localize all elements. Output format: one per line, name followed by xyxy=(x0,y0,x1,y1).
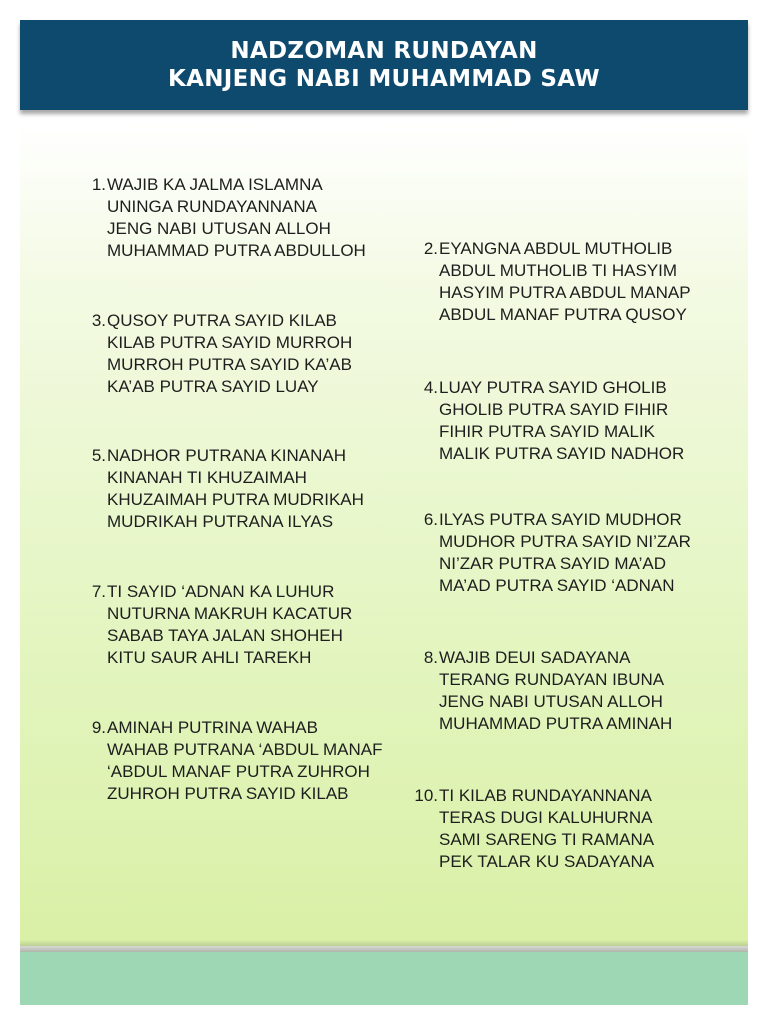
stanza-line: JENG NABI UTUSAN ALLOH xyxy=(107,219,331,238)
stanza-line: WAJIB DEUI SADAYANA xyxy=(439,648,631,667)
stanza-line: NADHOR PUTRANA KINANAH xyxy=(107,446,346,465)
stanza-lines xyxy=(107,174,407,262)
stanza-line: HASYIM PUTRA ABDUL MANAP xyxy=(439,283,691,302)
stanza-line: LUAY PUTRA SAYID GHOLIB xyxy=(439,378,667,397)
stanza-line: WAJIB KA JALMA ISLAMNA xyxy=(107,175,323,194)
stanza-lines xyxy=(439,238,739,326)
stanza-number: 5. xyxy=(91,446,106,465)
stanza-number: 10. xyxy=(414,786,438,805)
stanza-line: JENG NABI UTUSAN ALLOH xyxy=(439,692,663,711)
title-banner xyxy=(20,20,748,110)
stanza-lines xyxy=(107,310,407,398)
stanza-line: KA’AB PUTRA SAYID LUAY xyxy=(107,377,319,396)
stanza-line: MUDRIKAH PUTRANA ILYAS xyxy=(107,512,334,531)
stanza-line: AMINAH PUTRINA WAHAB xyxy=(107,718,318,737)
stanza-lines xyxy=(107,717,407,805)
stanza-line: ABDUL MUTHOLIB TI HASYIM xyxy=(439,261,678,280)
stanza-number: 2. xyxy=(423,239,438,258)
stanza-line: EYANGNA ABDUL MUTHOLIB xyxy=(439,239,673,258)
stanza-line: WAHAB PUTRANA ‘ABDUL MANAF xyxy=(107,740,383,759)
stanza-number: 6. xyxy=(423,510,438,529)
stanza-line: FIHIR PUTRA SAYID MALIK xyxy=(439,422,656,441)
stanza-line: TERAS DUGI KALUHURNA xyxy=(439,808,653,827)
stanza-line: UNINGA RUNDAYANNANA xyxy=(107,197,318,216)
stanza-lines xyxy=(439,509,739,597)
stanza-line: MUHAMMAD PUTRA AMINAH xyxy=(439,714,673,733)
page-title-line-1: NADZOMAN RUNDAYAN xyxy=(230,38,538,64)
stanza-line: KITU SAUR AHLI TAREKH xyxy=(107,648,312,667)
stanza-lines xyxy=(439,785,739,873)
stanza-line: MA’AD PUTRA SAYID ‘ADNAN xyxy=(439,576,675,595)
footer-band xyxy=(20,952,748,1005)
stanza-line: TI KILAB RUNDAYANNANA xyxy=(439,786,652,805)
stanza-line: NI’ZAR PUTRA SAYID MA’AD xyxy=(439,554,667,573)
stanza-line: KINANAH TI KHUZAIMAH xyxy=(107,468,307,487)
stanza-lines xyxy=(439,647,739,735)
stanza-line: ‘ABDUL MANAF PUTRA ZUHROH xyxy=(107,762,370,781)
stanza-number: 8. xyxy=(423,648,438,667)
stanza-lines xyxy=(439,377,739,465)
stanza-line: TI SAYID ‘ADNAN KA LUHUR xyxy=(107,582,335,601)
stanza-number: 7. xyxy=(91,582,106,601)
stanza-line: SAMI SARENG TI RAMANA xyxy=(439,830,655,849)
stanza-line: KILAB PUTRA SAYID MURROH xyxy=(107,333,353,352)
stanza-line: MALIK PUTRA SAYID NADHOR xyxy=(439,444,685,463)
stanza-line: PEK TALAR KU SADAYANA xyxy=(439,852,655,871)
stanza-line: TERANG RUNDAYAN IBUNA xyxy=(439,670,665,689)
panel-divider-shadow xyxy=(20,940,748,952)
page-title-line-2: KANJENG NABI MUHAMMAD SAW xyxy=(168,66,600,92)
stanza-line: NUTURNA MAKRUH KACATUR xyxy=(107,604,353,623)
stanza-line: MUHAMMAD PUTRA ABDULLOH xyxy=(107,241,366,260)
stanza-number: 9. xyxy=(91,718,106,737)
stanza-lines xyxy=(107,581,407,669)
stanza-lines xyxy=(107,445,407,533)
stanza-line: KHUZAIMAH PUTRA MUDRIKAH xyxy=(107,490,364,509)
stanza-line: SABAB TAYA JALAN SHOHEH xyxy=(107,626,343,645)
stanza-line: ABDUL MANAF PUTRA QUSOY xyxy=(439,305,687,324)
stanza-line: ILYAS PUTRA SAYID MUDHOR xyxy=(439,510,682,529)
stanza-number: 1. xyxy=(91,175,106,194)
stanza-number: 3. xyxy=(91,311,106,330)
stanza-line: MUDHOR PUTRA SAYID NI’ZAR xyxy=(439,532,691,551)
stanza-line: GHOLIB PUTRA SAYID FIHIR xyxy=(439,400,669,419)
stanza-line: QUSOY PUTRA SAYID KILAB xyxy=(107,311,337,330)
stanza-number: 4. xyxy=(423,378,438,397)
stanza-line: ZUHROH PUTRA SAYID KILAB xyxy=(107,784,349,803)
stanza-line: MURROH PUTRA SAYID KA’AB xyxy=(107,355,352,374)
